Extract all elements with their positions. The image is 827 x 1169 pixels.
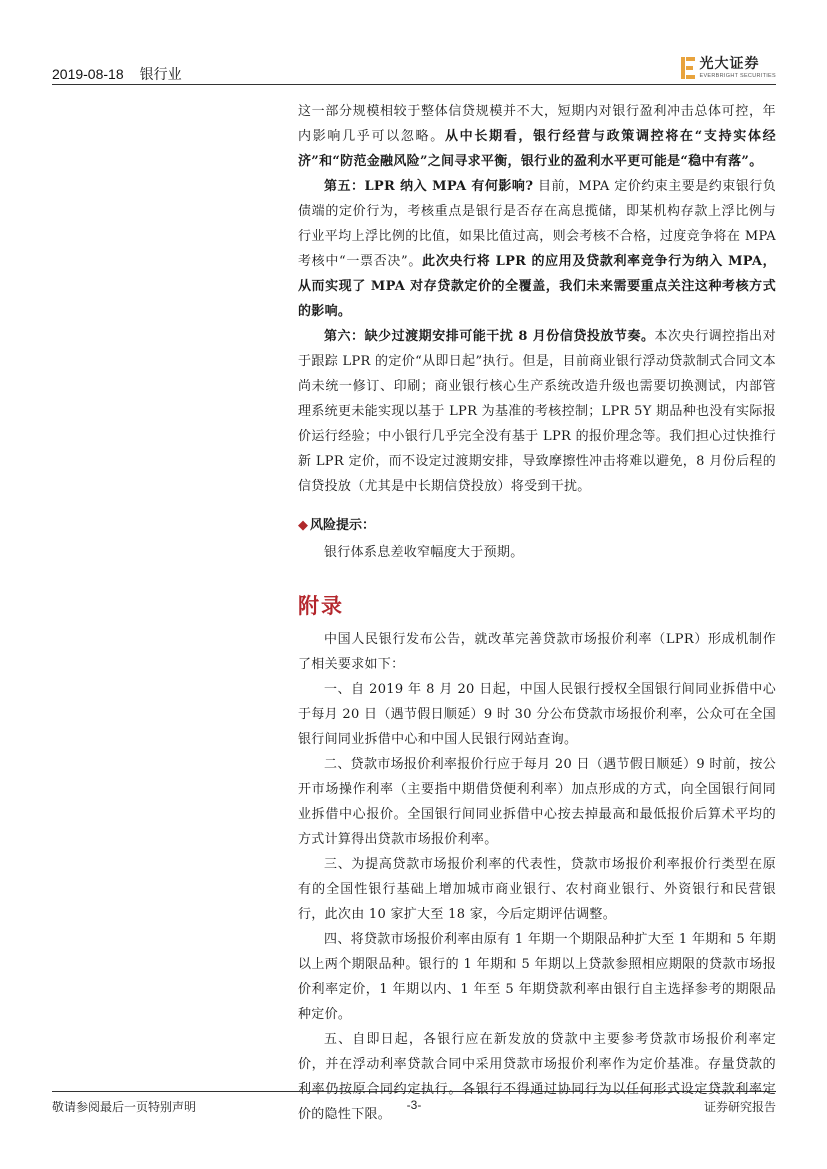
appendix-paragraph: 三、为提高贷款市场报价利率的代表性，贷款市场报价利率报价行类型在原有的全国性银行基础上增加城市商业银行、农村商业银行、外资银行和民营银行，此次由 10 家扩大至 18 家，今后定期评估调整。 [298,857,776,922]
page-header [52,52,776,84]
appendix-paragraph: 五、自即日起，各银行应在新发放的贷款中主要参考贷款市场报价利率定价，并在浮动利率贷款合同中采用贷款市场报价利率作为定价基准。存量贷款的利率仍按原合同约定执行。各银行不得通过协同行为以任何形式设定贷款利率定价的隐性下限。 [298,1032,776,1122]
logo-chinese-name: 光大证券 [699,55,760,72]
disclaimer-note: 敬请参阅最后一页特别声明 [52,1100,197,1114]
header-divider [52,84,776,85]
appendix-paragraph: 中国人民银行发布公告，就改革完善贷款市场报价利率（LPR）形成机制作了相关要求如下： [298,632,776,672]
report-body [298,99,776,499]
paragraph-transition-period: 第六：缺少过渡期安排可能干扰 8 月份信贷投放节奏。本次央行调控指出对于跟踪 LPR 的定价“从即日起”执行。但是，目前商业银行浮动贷款制式合同文本尚未统一修订、印刷；商业银行核心生产系统改造升级也需要切换测试，内部管理系统更未能实现以基于 LPR 为基准的考核控制；LPR 5Y 期品种也没有实际报价运行经验；中小银行几乎完全没有基于 LPR 的报价理念等。我们担心过快推行新 LPR 定价，而不设定过渡期安排，导致摩擦性冲击将难以避免，8 月份后程的信贷投放（尤其是中长期信贷投放）将受到干扰。 [298,329,776,494]
diamond-bullet-icon: ◆ [298,518,308,533]
page-number: -3- [406,1098,422,1112]
appendix-paragraph: 四、将贷款市场报价利率由原有 1 年期一个期限品种扩大至 1 年期和 5 年期以上两个期限品种。银行的 1 年期和 5 年期以上贷款参照相应期限的贷款市场报价利率定价，1 年期以内、1 年至 5 年期贷款利率由银行自主选择参考的期限品种定价。 [298,932,776,1022]
company-logo [681,52,777,84]
risk-section [298,540,776,565]
report-type: 证券研究报告 [703,1100,776,1114]
risk-text: 银行体系息差收窄幅度大于预期。 [324,545,524,560]
page-footer [52,1098,776,1116]
footer-divider [52,1091,776,1092]
appendix-heading: 附录 [298,594,344,618]
report-date: 2019-08-18 [52,66,124,82]
everbright-logo-icon [681,57,695,79]
appendix-paragraph: 一、自 2019 年 8 月 20 日起，中国人民银行授权全国银行间同业拆借中心于每月 20 日（遇节假日顺延）9 时 30 分公布贷款市场报价利率，公众可在全国银行间同业拆借中心和中国人民银行网站查询。 [298,682,776,747]
logo-english-name: EVERBRIGHT SECURITIES [699,72,776,79]
paragraph-profit-impact: 这一部分规模相较于整体信贷规模并不大，短期内对银行盈利冲击总体可控，年内影响几乎可以忽略。从中长期看，银行经营与政策调控将在“支持实体经济”和“防范金融风险”之间寻求平衡，银行业的盈利水平更可能是“稳中有落”。 [298,104,776,169]
header-meta [52,64,182,84]
appendix-section [298,627,776,1127]
risk-heading: ◆ 风险提示： [298,518,376,533]
industry-label: 银行业 [139,66,182,82]
appendix-paragraph: 二、贷款市场报价利率报价行应于每月 20 日（遇节假日顺延）9 时前，按公开市场操作利率（主要指中期借贷便利利率）加点形成的方式，向全国银行间同业拆借中心报价。全国银行间同业拆借中心按去掉最高和最低报价后算术平均的方式计算得出贷款市场报价利率。 [298,757,776,847]
paragraph-mpa-impact: 第五：LPR 纳入 MPA 有何影响? 目前，MPA 定价约束主要是约束银行负债端的定价行为，考核重点是银行是否存在高息揽储，即某机构存款上浮比例与行业平均上浮比例的比值，如果比值过高，则会考核不合格，过度竞争将在 MPA 考核中“一票否决”。此次央行将 LPR 的应用及贷款利率竞争行为纳入 MPA，从而实现了 MPA 对存贷款定价的全覆盖，我们未来需要重点关注这种考核方式的影响。 [298,179,776,319]
